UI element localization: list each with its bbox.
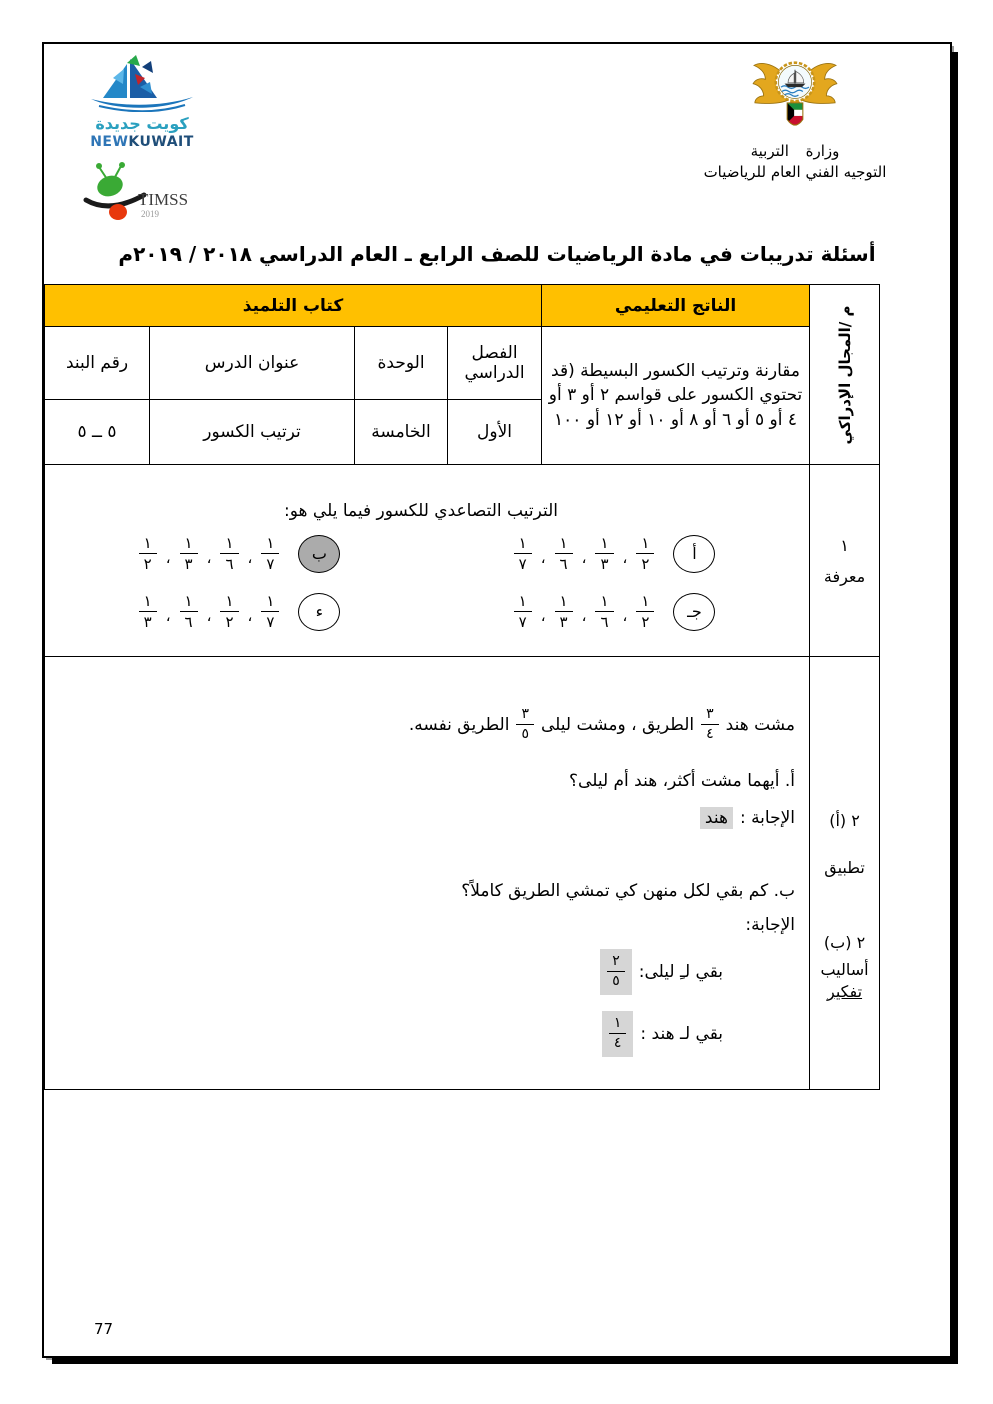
outcome-text: مقارنة وترتيب الكسور البسيطة (قد تحتوي الكسور على قواسم ٢ أو ٣ أو ٤ أو ٥ أو ٦ أو ٨ أو ١٠ أو ١٢ أو ١٠٠ — [542, 327, 810, 465]
option-circle-a: أ — [673, 535, 715, 573]
timss-icon — [80, 162, 200, 224]
outcome-header: الناتج التعليمي — [542, 285, 810, 327]
fraction: $\frac{٣}{٤}$ — [701, 707, 719, 743]
col-lesson-label: عنوان الدرس — [150, 327, 355, 400]
page-number: 77 — [94, 1320, 114, 1338]
q1-option-a: $\frac{١}{٧}$ ، $\frac{١}{٦}$ ، $\frac{١}{٣}$ ، $\frac{١}{٢}$ أ — [514, 535, 716, 573]
col-item-label: رقم البند — [45, 327, 150, 400]
q1-option-b: $\frac{١}{٢}$ ، $\frac{١}{٣}$ ، $\frac{١}{٦}$ ، $\frac{١}{٧}$ ب — [139, 535, 341, 573]
q2-answer-b-label: الإجابة: — [745, 914, 796, 935]
q2b-number: ٢ (ب) — [823, 933, 866, 952]
page-header — [44, 44, 950, 236]
fraction: $\frac{١}{٧}$ — [261, 593, 279, 631]
answer-fraction-highlight: $\frac{١}{٤}$ — [602, 1011, 634, 1057]
q1-number: ١ — [840, 535, 849, 555]
unit-value: الخامسة — [355, 400, 448, 465]
page-title: أسئلة تدريبات في مادة الرياضيات للصف الرابع ـ العام الدراسي ٢٠١٨ / ٢٠١٩م — [118, 242, 876, 266]
newkuwait-latin-label: NEWKUWAIT — [90, 134, 194, 150]
q1-options-grid — [46, 535, 808, 631]
lesson-value: ترتيب الكسور — [150, 400, 355, 465]
q2-domain-cell — [810, 657, 880, 1090]
ministry-department: التوجيه الفني العام للرياضيات — [703, 163, 887, 181]
newkuwait-arabic-label: كويت جديدة — [95, 114, 189, 133]
ministry-block — [670, 54, 920, 181]
q2a-number: ٢ (أ) — [829, 811, 860, 830]
fraction: $\frac{١}{٧}$ — [261, 535, 279, 573]
timss-logo — [80, 162, 200, 228]
fraction: $\frac{١}{٧}$ — [514, 593, 532, 631]
option-circle-b-selected: ب — [298, 535, 340, 573]
fraction: $\frac{١}{٢}$ — [220, 593, 238, 631]
question2-cell — [45, 657, 810, 1090]
q2-intro: مشت هند $\frac{٣}{٤}$ الطريق ، ومشت ليلى $\frac{٣}{٥}$ الطريق نفسه. — [408, 705, 796, 743]
item-number-value: ٥ ــ ٥ — [45, 400, 150, 465]
fraction: $\frac{٣}{٥}$ — [516, 707, 534, 743]
fraction: $\frac{١}{٦}$ — [555, 535, 573, 573]
answer-a-highlight: هند — [700, 807, 733, 829]
fraction: $\frac{١}{٣}$ — [180, 535, 198, 573]
q2b-domain-label-1: أساليب — [820, 960, 869, 979]
q1-prompt: الترتيب التصاعدي للكسور فيما يلي هو: — [284, 500, 558, 521]
q2-remaining-hind: بقي لـ هند : $\frac{١}{٤}$ — [56, 1011, 723, 1057]
fraction: $\frac{١}{٧}$ — [514, 535, 532, 573]
col-semester-label: الفصل الدراسي — [448, 327, 542, 400]
timss-year: 2019 — [141, 209, 159, 219]
question1-cell — [45, 465, 810, 657]
q1-option-hamza: $\frac{١}{٣}$ ، $\frac{١}{٦}$ ، $\frac{١}{٢}$ ، $\frac{١}{٧}$ ء — [139, 593, 341, 631]
q2-remaining-laila: بقي لـِ ليلى: $\frac{٢}{٥}$ — [56, 949, 723, 995]
q2a-domain-label: تطبيق — [824, 858, 865, 877]
q2b-domain-label-2: تفكير — [827, 982, 863, 1001]
page-border-frame — [42, 42, 952, 1358]
ministry-name: وزارة التربية — [750, 142, 840, 160]
q1-domain-cell — [810, 465, 880, 657]
fraction: $\frac{١}{٣}$ — [555, 593, 573, 631]
semester-value: الأول — [448, 400, 542, 465]
fraction: $\frac{١}{٦}$ — [595, 593, 613, 631]
q1-domain-label: معرفة — [823, 566, 866, 586]
answer-fraction-highlight: $\frac{٢}{٥}$ — [600, 949, 632, 995]
student-book-header: كتاب التلميذ — [45, 285, 542, 327]
fraction: $\frac{١}{٣}$ — [139, 593, 157, 631]
fraction: $\frac{١}{٢}$ — [139, 535, 157, 573]
q2-part-a: أ. أيهما مشت أكثر، هند أم ليلى؟ — [569, 770, 796, 791]
option-circle-jeem: جـ — [673, 593, 715, 631]
q2-part-b: ب. كم بقي لكل منهن كي تمشي الطريق كاملاً؟ — [461, 880, 796, 901]
fraction: $\frac{١}{٦}$ — [180, 593, 198, 631]
timss-wordmark: TIMSS — [138, 190, 189, 209]
fraction: $\frac{١}{٢}$ — [636, 593, 654, 631]
newkuwait-sailboat-icon — [83, 54, 201, 112]
newkuwait-logo — [72, 54, 212, 150]
q2-answer-a: الإجابة : هند — [56, 807, 795, 829]
domain-column-header: م /المجال الإدراكي — [810, 285, 880, 465]
fraction: $\frac{١}{٦}$ — [220, 535, 238, 573]
fraction: $\frac{١}{٢}$ — [636, 535, 654, 573]
option-circle-hamza: ء — [298, 593, 340, 631]
col-unit-label: الوحدة — [355, 327, 448, 400]
exercise-table — [44, 284, 880, 1090]
kuwait-emblem-icon — [751, 54, 839, 136]
fraction: $\frac{١}{٣}$ — [595, 535, 613, 573]
q1-option-jeem: $\frac{١}{٧}$ ، $\frac{١}{٣}$ ، $\frac{١}{٦}$ ، $\frac{١}{٢}$ جـ — [514, 593, 716, 631]
